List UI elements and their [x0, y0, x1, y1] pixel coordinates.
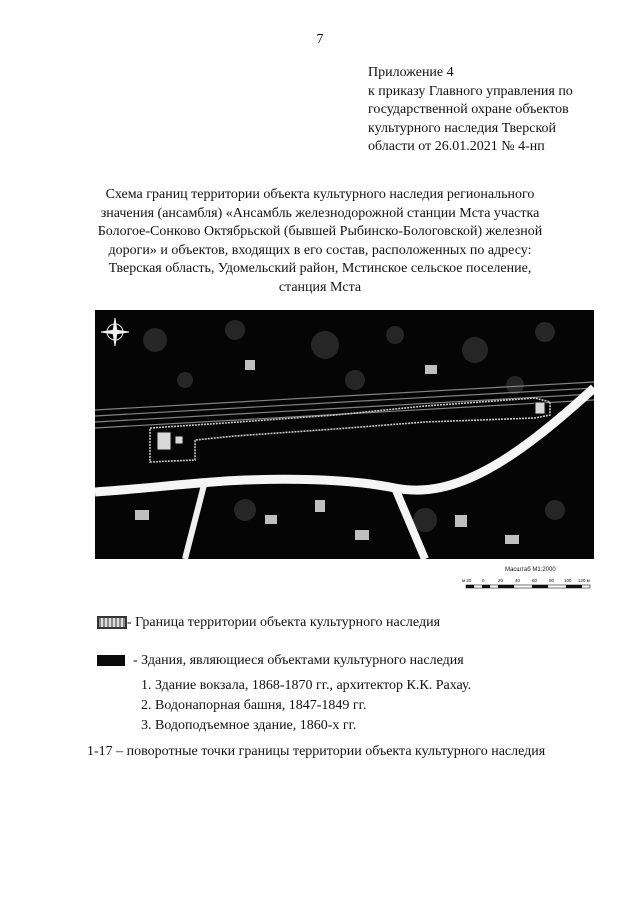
legend-boundary-text: - Граница территории объекта культурного наследия [127, 615, 441, 630]
scale-tick-label: 60 [532, 578, 538, 583]
list-item: 1. Здание вокзала, 1868-1870 гг., архитектор К.К. Рахау. [141, 678, 472, 693]
appendix-header [368, 64, 600, 157]
appendix-line: государственной охране объектов [368, 102, 569, 117]
appendix-line: области от 26.01.2021 № 4-нп [368, 139, 545, 154]
buildings-list [141, 676, 471, 736]
scale-tick-label: м 20 [462, 578, 472, 583]
list-item: 2. Водонапорная башня, 1847-1849 гг. [141, 698, 367, 713]
page-number: 7 [316, 32, 324, 47]
scale-bar [460, 573, 596, 597]
title-line: Схема границ территории объекта культурного наследия регионального [105, 187, 535, 202]
scale-tick-label: 40 [515, 578, 521, 583]
boundary-swatch [97, 616, 127, 629]
scale-tick-label: 100 [564, 578, 572, 583]
appendix-line: к приказу Главного управления по [368, 83, 573, 99]
appendix-line: Приложение 4 [368, 65, 454, 80]
scale-tick-label: 20 [498, 578, 504, 583]
title-line: Бологое-Сонково Октябрьской (бывшей Рыбинско-Бологовской) железной [97, 224, 543, 240]
appendix-line: культурного наследия Тверской [368, 120, 557, 136]
map-scale-label: Масштаб М1:2000 [505, 567, 556, 573]
title-line: значения (ансамбля) «Ансамбль железнодорожной станции Мста участка [100, 205, 540, 221]
legend-boundary [97, 615, 440, 631]
scheme-title [90, 186, 550, 298]
title-line: станция Мста [278, 279, 362, 295]
legend-buildings-text: - Здания, являющиеся объектами культурного наследия [133, 653, 464, 668]
scale-tick-label: 80 [549, 578, 555, 583]
title-line: дороги» и объектов, входящих в его состав, расположенных по адресу: [108, 242, 532, 258]
title-line: Тверская область, Удомельский район, Мстинское сельское поселение, [108, 261, 532, 277]
scale-tick-label: 120 м [578, 578, 590, 583]
satellite-map [95, 310, 594, 559]
building-swatch [97, 655, 125, 666]
scale-tick-label: 0 [482, 578, 485, 583]
turning-points-note: 1-17 – поворотные точки границы территории объекта культурного наследия [87, 744, 546, 759]
legend-buildings [97, 653, 464, 669]
list-item: 3. Водоподъемное здание, 1860-х гг. [141, 718, 357, 733]
